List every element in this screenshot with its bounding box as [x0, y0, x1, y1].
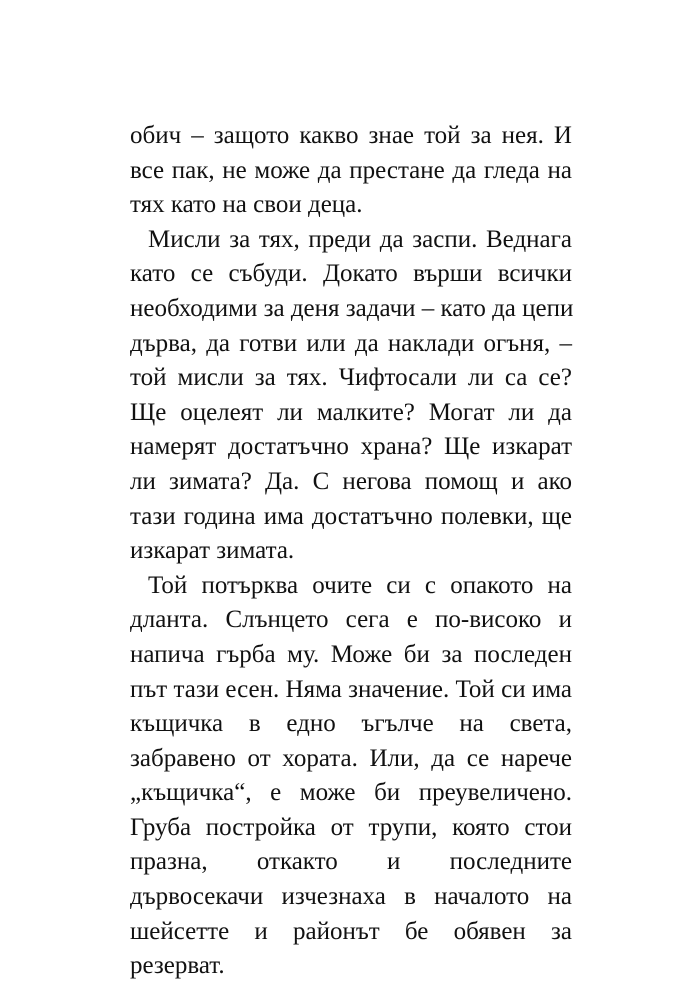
text-line: забравено от хората. Или, да се нарече: [130, 744, 572, 772]
text-line: дървосекачи изчезнаха в началото на: [130, 883, 572, 911]
text-line: дърва, да готви или да наклади огъня, –: [130, 329, 572, 357]
text-line: къщичка в едно ъгълче на света,: [130, 710, 572, 738]
text-line: ли зимата? Да. С негова помощ и ако: [130, 467, 572, 495]
text-line: напича гърба му. Може би за последен: [130, 640, 572, 668]
text-line: празна, откакто и последните: [130, 848, 572, 876]
text-line: изкарат зимата.: [130, 537, 295, 565]
text-line: дланта. Слънцето сега е по-високо и: [130, 606, 572, 634]
text-line: той мисли за тях. Чифтосали ли са се?: [130, 364, 572, 392]
text-line: намерят достатъчно храна? Ще изкарат: [130, 433, 572, 461]
text-line: необходими за деня задачи – като да цепи: [130, 294, 574, 322]
text-line: като се събуди. Докато върши всички: [130, 260, 572, 288]
text-line: Мисли за тях, преди да заспи. Веднага: [148, 225, 572, 253]
body-text: [130, 119, 572, 984]
text-line: Ще оцелеят ли малките? Могат ли да: [130, 398, 572, 426]
text-line: обич – защото какво знае той за нея. И: [130, 122, 572, 149]
text-line: тях като на свои деца.: [130, 191, 363, 219]
text-line: резерват.: [130, 952, 225, 980]
text-line: „къщичка“, е може би преувеличено.: [130, 779, 572, 807]
text-line: тази година има достатъчно полевки, ще: [130, 502, 572, 530]
text-line: път тази есен. Няма значение. Той си има: [130, 675, 572, 703]
text-line: Груба постройка от трупи, която стои: [130, 813, 572, 841]
text-line: Той потърква очите си с опакото на: [148, 571, 572, 599]
text-line: шейсетте и районът бе обявен за: [130, 917, 572, 945]
text-line: все пак, не може да престане да гледа на: [130, 156, 572, 184]
